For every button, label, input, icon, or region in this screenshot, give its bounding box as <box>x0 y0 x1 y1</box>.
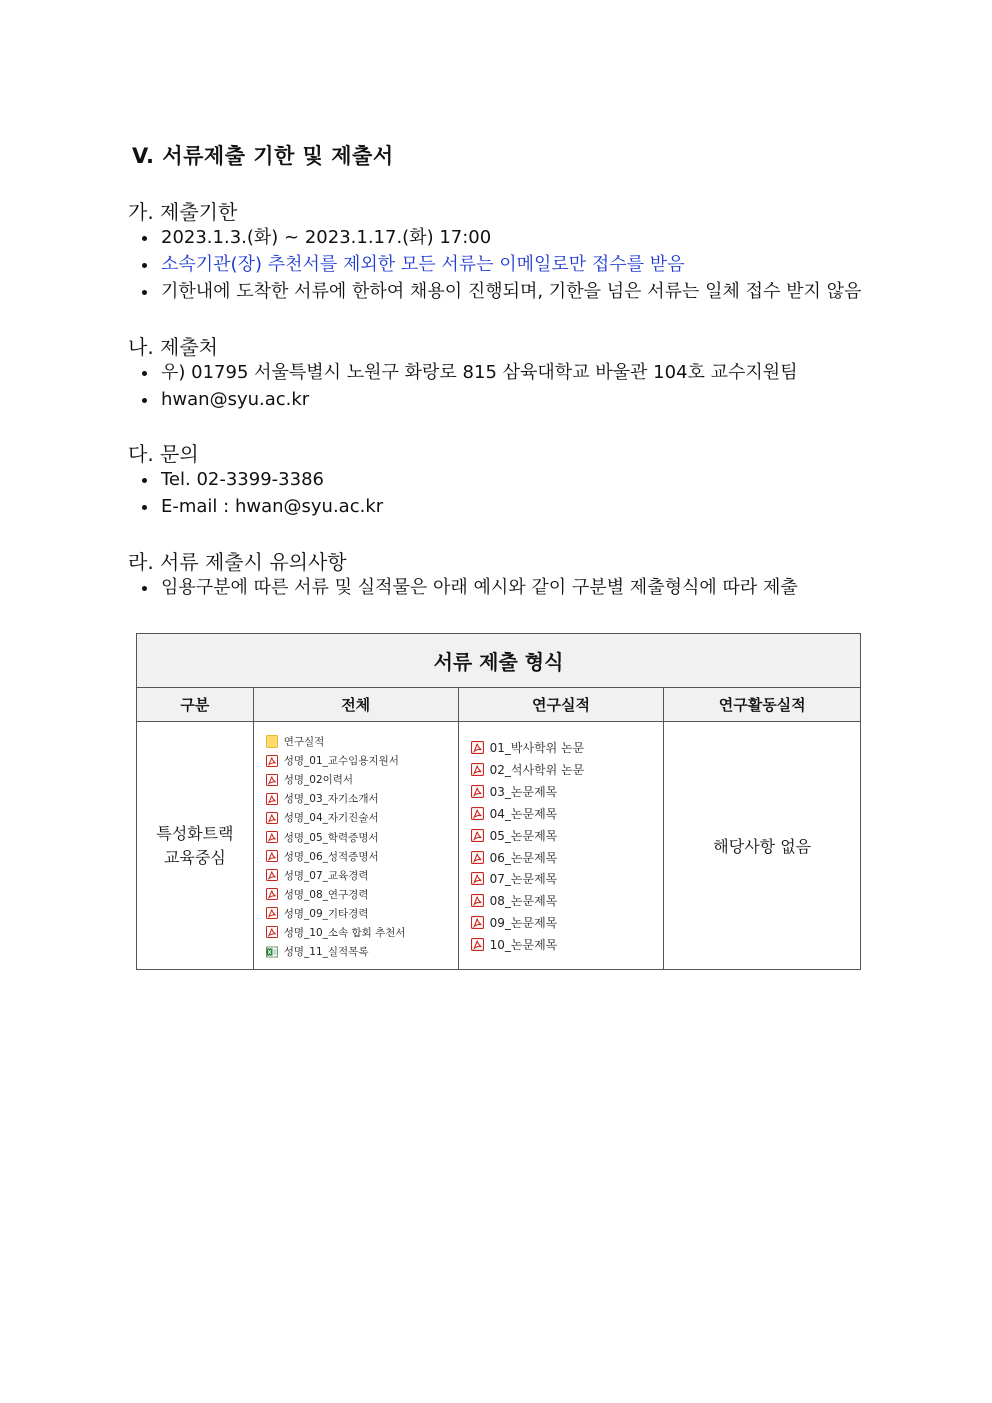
file-item[interactable] <box>266 808 458 827</box>
pdf-icon <box>471 872 484 885</box>
file-item[interactable] <box>471 912 664 934</box>
pdf-icon <box>471 763 484 776</box>
file-item[interactable] <box>471 802 664 824</box>
file-name: 성명_08_연구경력 <box>283 888 369 901</box>
excel-icon <box>266 946 278 958</box>
file-item[interactable] <box>266 942 458 961</box>
inquiry-heading: 다. 문의 <box>128 442 199 466</box>
file-item[interactable] <box>471 759 664 781</box>
pdf-icon <box>266 831 278 843</box>
inquiry-email: E-mail : hwan@syu.ac.kr <box>161 496 384 517</box>
inquiry-list <box>140 466 383 520</box>
list-item <box>140 466 383 493</box>
pdf-icon <box>471 916 484 929</box>
header-category: 구분 <box>137 688 254 722</box>
file-item[interactable] <box>266 770 458 789</box>
pdf-icon <box>266 812 278 824</box>
file-item[interactable] <box>266 866 458 885</box>
pdf-icon <box>266 869 278 881</box>
file-item[interactable] <box>471 780 664 802</box>
notes-list <box>140 574 798 601</box>
deadline-date: 2023.1.3.(화) ~ 2023.1.17.(화) 17:00 <box>161 227 492 248</box>
file-item[interactable] <box>471 890 664 912</box>
destination-list <box>140 359 798 413</box>
category-cell <box>137 722 254 970</box>
bullet-icon <box>142 586 147 591</box>
pdf-icon <box>266 888 278 900</box>
deadline-list <box>140 224 861 305</box>
file-item[interactable] <box>266 885 458 904</box>
bullet-icon <box>142 478 147 483</box>
table-row <box>137 722 861 970</box>
category-line1: 특성화트랙 <box>156 823 234 843</box>
bullet-icon <box>142 236 147 241</box>
file-name: 성명_07_교육경력 <box>283 869 369 882</box>
section-title: V. 서류제출 기한 및 제출서 <box>132 144 394 168</box>
pdf-icon <box>471 807 484 820</box>
file-item[interactable] <box>266 789 458 808</box>
list-item <box>140 251 861 278</box>
pdf-icon <box>471 785 484 798</box>
file-item[interactable] <box>471 846 664 868</box>
pdf-icon <box>471 741 484 754</box>
pdf-icon <box>266 755 278 767</box>
activity-cell: 해당사항 없음 <box>664 722 861 970</box>
list-item <box>140 493 383 520</box>
file-item[interactable] <box>266 827 458 846</box>
file-name: 성명_06_성적증명서 <box>283 850 379 863</box>
pdf-icon <box>266 926 278 938</box>
header-research: 연구실적 <box>458 688 664 722</box>
file-name: 06_논문제목 <box>489 850 558 865</box>
submission-format-table <box>136 633 861 970</box>
file-name: 04_논문제목 <box>489 806 558 821</box>
file-name: 10_논문제목 <box>489 938 558 953</box>
file-name: 성명_09_기타경력 <box>283 907 369 920</box>
destination-heading: 나. 제출처 <box>128 335 218 359</box>
pdf-icon <box>471 894 484 907</box>
email-address: hwan@syu.ac.kr <box>161 389 310 410</box>
pdf-icon <box>471 938 484 951</box>
file-item[interactable] <box>471 934 664 956</box>
pdf-icon <box>471 851 484 864</box>
file-item[interactable] <box>266 904 458 923</box>
research-files-cell <box>458 722 664 970</box>
bullet-icon <box>142 290 147 295</box>
bullet-icon <box>142 398 147 403</box>
file-item[interactable] <box>471 737 664 759</box>
bullet-icon <box>142 505 147 510</box>
file-name: 09_논문제목 <box>489 916 558 931</box>
pdf-icon <box>471 829 484 842</box>
list-item <box>140 359 798 386</box>
pdf-icon <box>266 850 278 862</box>
file-name: 07_논문제목 <box>489 872 558 887</box>
table-title: 서류 제출 형식 <box>137 634 861 688</box>
table-header-row <box>137 688 861 722</box>
file-name: 성명_05_학력증명서 <box>283 831 379 844</box>
file-name: 성명_10_소속 합회 추천서 <box>283 926 406 939</box>
file-name: 성명_02이력서 <box>283 774 354 787</box>
file-name: 02_석사학위 논문 <box>489 762 585 777</box>
list-item <box>140 386 798 413</box>
list-item <box>140 574 798 601</box>
file-item[interactable] <box>266 847 458 866</box>
late-submission-notice: 기한내에 도착한 서류에 한하여 채용이 진행되며, 기한을 넘은 서류는 일체 접수 받지 않음 <box>161 281 862 302</box>
file-name: 성명_03_자기소개서 <box>283 793 379 806</box>
email-only-notice: 소속기관(장) 추천서를 제외한 모든 서류는 이메일로만 접수를 받음 <box>161 254 685 275</box>
pdf-icon <box>266 774 278 786</box>
file-item[interactable] <box>471 824 664 846</box>
file-item[interactable] <box>266 732 458 751</box>
file-name: 05_논문제목 <box>489 828 558 843</box>
file-item[interactable] <box>266 751 458 770</box>
file-name: 03_논문제목 <box>489 784 558 799</box>
phone-number: Tel. 02-3399-3386 <box>161 469 324 490</box>
bullet-icon <box>142 263 147 268</box>
header-activity: 연구활동실적 <box>664 688 861 722</box>
notes-heading: 라. 서류 제출시 유의사항 <box>128 550 347 574</box>
all-files-cell <box>253 722 458 970</box>
category-line2: 교육중심 <box>163 847 226 867</box>
file-name: 01_박사학위 논문 <box>489 741 585 756</box>
header-all: 전체 <box>253 688 458 722</box>
file-name: 성명_11_실적목록 <box>283 946 369 959</box>
submission-format-note: 임용구분에 따른 서류 및 실적물은 아래 예시와 같이 구분별 제출형식에 따라 제출 <box>161 577 798 598</box>
pdf-icon <box>266 793 278 805</box>
postal-address: 우) 01795 서울특별시 노원구 화랑로 815 삼육대학교 바울관 104호 교수지원팀 <box>161 362 798 383</box>
file-name: 성명_04_자기진술서 <box>283 812 379 825</box>
file-name: 성명_01_교수임용지원서 <box>283 755 399 768</box>
pdf-icon <box>266 907 278 919</box>
folder-icon <box>266 735 278 748</box>
list-item <box>140 224 861 251</box>
all-files-list <box>254 722 458 969</box>
file-item[interactable] <box>266 923 458 942</box>
deadline-heading: 가. 제출기한 <box>128 200 238 224</box>
list-item <box>140 278 861 305</box>
file-item[interactable] <box>471 868 664 890</box>
file-name: 08_논문제목 <box>489 894 558 909</box>
file-name: 연구실적 <box>283 736 325 749</box>
bullet-icon <box>142 371 147 376</box>
research-files-list <box>459 724 664 968</box>
